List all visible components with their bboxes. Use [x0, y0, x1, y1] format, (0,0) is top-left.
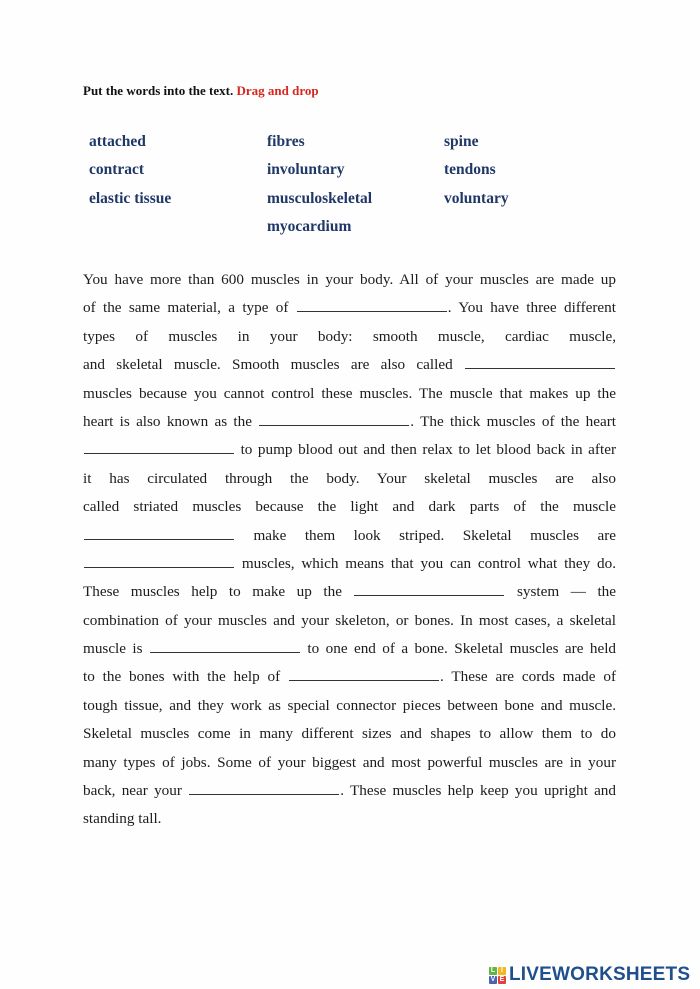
- liveworksheets-logo: [489, 964, 690, 986]
- passage-text: These muscles help to make up the: [83, 583, 342, 601]
- draggable-word[interactable]: musculoskeletal: [267, 189, 373, 207]
- draggable-word[interactable]: spine: [444, 133, 479, 150]
- drop-zone-blank-5[interactable]: [84, 525, 234, 540]
- passage-line: [83, 805, 616, 833]
- passage-line: [83, 408, 616, 436]
- passage-text: to the bones with the help of: [83, 668, 281, 686]
- passage-text: muscle is: [83, 640, 143, 658]
- draggable-word[interactable]: elastic tissue: [89, 189, 172, 207]
- passage-line: [83, 351, 616, 379]
- passage-text: combination of your muscles and your skeleton, or bones. In most cases, a skeletal: [83, 611, 616, 629]
- passage-text: to pump blood out and then relax to let blood back in after: [240, 441, 616, 459]
- passage-line: [83, 522, 616, 550]
- passage-text: . You have three different: [447, 299, 616, 317]
- passage-text: You have more than 600 muscles in your body. All of your muscles are made up: [83, 271, 616, 288]
- passage-line: [83, 635, 616, 663]
- logo-letter-tile: I: [498, 967, 506, 975]
- drop-zone-blank-6[interactable]: [84, 553, 234, 568]
- passage-line: [83, 749, 616, 777]
- passage-line: [83, 692, 616, 720]
- drop-zone-blank-3[interactable]: [259, 411, 409, 426]
- passage-line: [83, 493, 616, 521]
- instruction-text: Put the words into the text.: [83, 83, 234, 98]
- passage-line: [83, 607, 616, 635]
- word-bank-column-3: [444, 131, 509, 216]
- drop-zone-blank-7[interactable]: [354, 581, 504, 596]
- passage-text: make them look striped. Skeletal muscles are: [253, 526, 617, 544]
- passage-text: types of muscles in your body: smooth muscle, cardiac muscle,: [83, 327, 616, 345]
- passage-text: muscles because you cannot control these muscles. The muscle that makes up the: [83, 384, 616, 402]
- word-bank-column-1: [89, 131, 171, 216]
- logo-letter-tile: V: [490, 975, 496, 983]
- passage-text: and skeletal muscle. Smooth muscles are also called: [83, 356, 453, 374]
- passage-line: [83, 777, 616, 805]
- passage-line: [83, 294, 616, 322]
- passage-text: back, near your: [83, 782, 182, 800]
- passage-line: [83, 550, 616, 578]
- passage-text: . These muscles help keep you upright and: [340, 782, 616, 800]
- cloze-passage: [83, 266, 616, 834]
- draggable-word[interactable]: tendons: [444, 161, 496, 179]
- draggable-word[interactable]: fibres: [267, 133, 305, 150]
- passage-line: [83, 720, 616, 748]
- passage-text: heart is also known as the: [83, 412, 252, 430]
- draggable-word[interactable]: attached: [89, 133, 146, 150]
- drop-zone-blank-1[interactable]: [297, 297, 447, 312]
- passage-text: many types of jobs. Some of your biggest and most powerful muscles are in your: [83, 753, 616, 771]
- passage-text: muscles, which means that you can control what they do.: [241, 554, 617, 572]
- instruction-heading: [83, 83, 319, 99]
- logo-letter-tile: L: [490, 966, 496, 974]
- drop-zone-blank-8[interactable]: [150, 638, 300, 653]
- drop-zone-blank-10[interactable]: [189, 780, 339, 795]
- passage-text: . The thick muscles of the heart: [410, 412, 617, 430]
- drop-zone-blank-9[interactable]: [289, 666, 439, 681]
- passage-text: to one end of a bone. Skeletal muscles are held: [307, 640, 617, 658]
- passage-line: [83, 380, 616, 408]
- draggable-word[interactable]: voluntary: [444, 189, 509, 207]
- passage-line: [83, 578, 616, 606]
- logo-letter-tile: E: [499, 975, 505, 983]
- live-badge-icon: [489, 967, 506, 984]
- passage-text: tough tissue, and they work as special connector pieces between bone and muscle.: [83, 696, 616, 714]
- draggable-word[interactable]: contract: [89, 161, 145, 179]
- logo-wordmark: LIVEWORKSHEETS: [509, 964, 691, 985]
- passage-text: . These are cords made of: [440, 668, 617, 686]
- passage-text: it has circulated through the body. Your skeletal muscles are also: [83, 469, 616, 487]
- passage-text: Skeletal muscles come in many different sizes and shapes to allow them to do: [83, 725, 616, 743]
- passage-text: system — the: [517, 583, 616, 601]
- passage-line: [83, 323, 616, 351]
- passage-line: [83, 465, 616, 493]
- draggable-word[interactable]: myocardium: [267, 217, 352, 235]
- passage-line: [83, 663, 616, 691]
- drop-zone-blank-4[interactable]: [84, 439, 234, 454]
- passage-line: [83, 436, 616, 464]
- passage-line: [83, 266, 616, 294]
- passage-text: standing tall.: [83, 810, 162, 828]
- draggable-word[interactable]: involuntary: [267, 161, 345, 179]
- instruction-accent: Drag and drop: [236, 83, 319, 98]
- word-bank-column-2: [267, 131, 372, 244]
- drop-zone-blank-2[interactable]: [465, 354, 615, 369]
- passage-text: of the same material, a type of: [83, 299, 289, 317]
- passage-text: called striated muscles because the light and dark parts of the muscle: [83, 498, 616, 516]
